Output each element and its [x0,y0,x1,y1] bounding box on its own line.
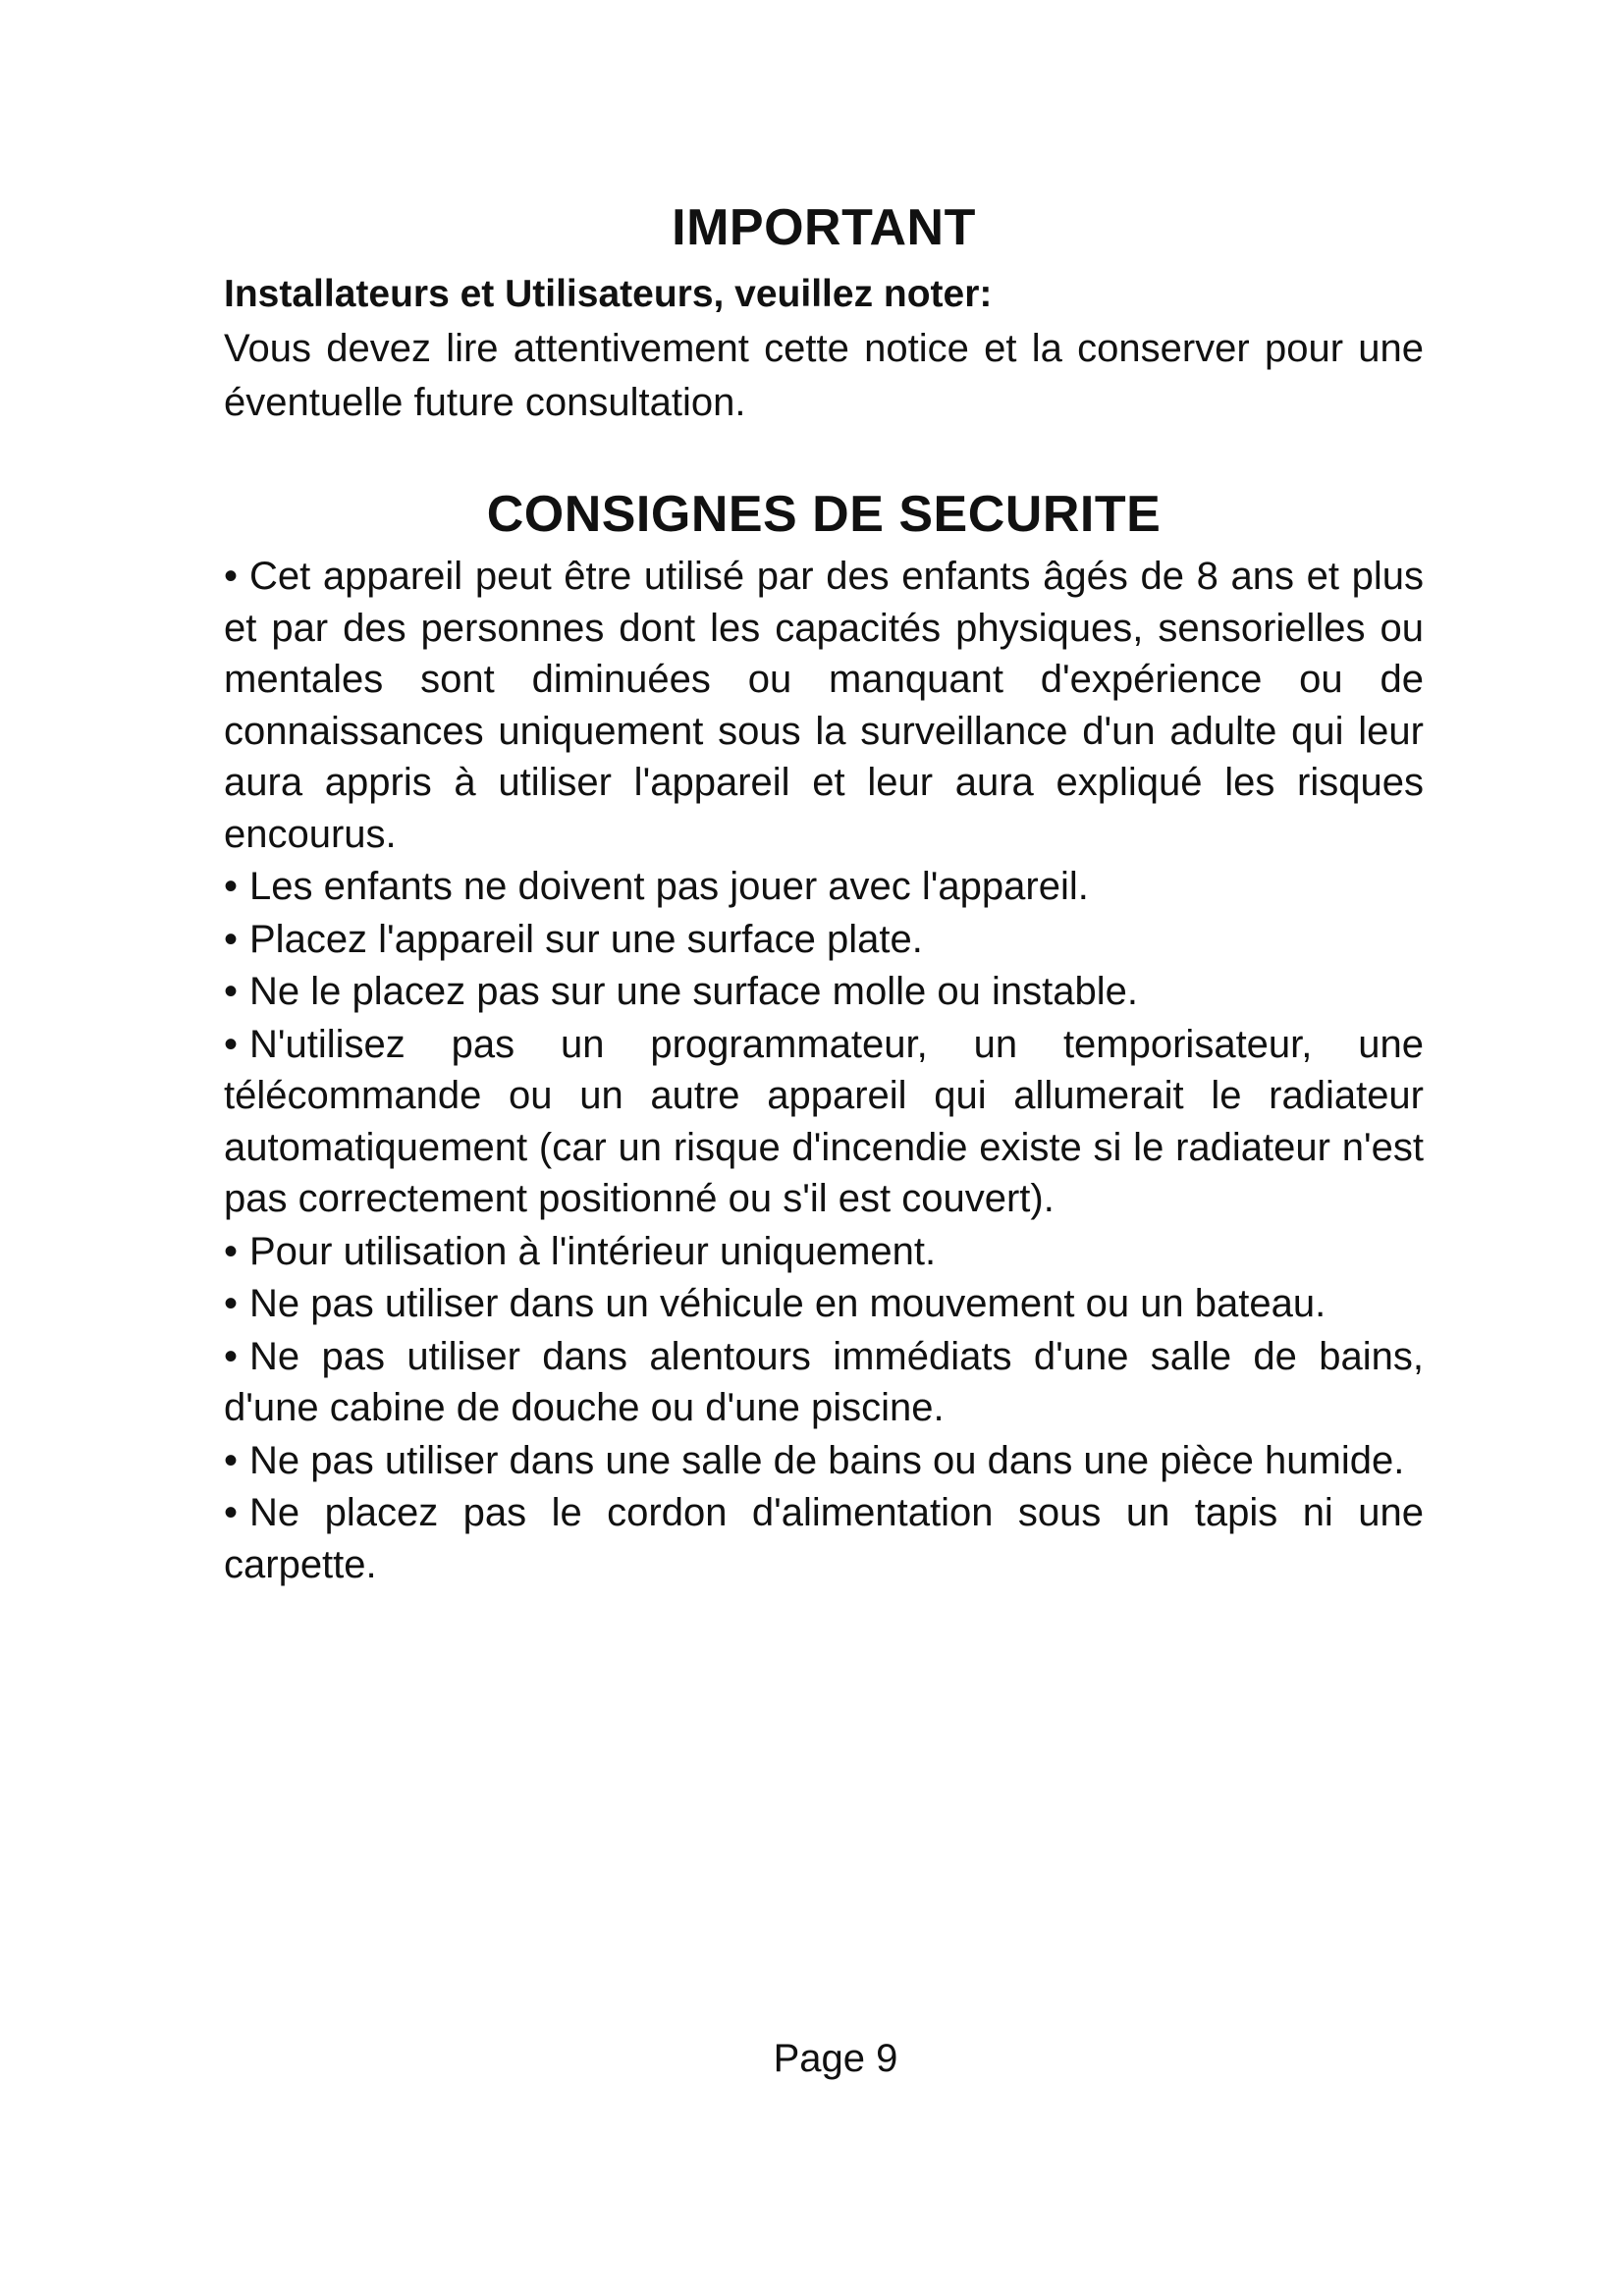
page-content [224,192,1424,1590]
safety-item-text: Ne pas utiliser dans un véhicule en mouvement ou un bateau. [249,1282,1326,1325]
page-number: Page 9 [773,2037,898,2080]
safety-item-text: Ne placez pas le cordon d'alimentation sous un tapis ni une carpette. [224,1491,1424,1586]
safety-item [224,860,1424,913]
safety-item-text: Ne le placez pas sur une surface molle ou instable. [249,970,1138,1013]
intro-paragraph: Vous devez lire attentivement cette notice et la conserver pour une éventuelle future consultation. [224,327,1424,424]
bullet-icon: • [224,555,239,598]
bullet-icon: • [224,865,239,908]
bullet-icon: • [224,1229,239,1273]
bullet-icon: • [224,1438,239,1482]
safety-item-text: Cet appareil peut être utilisé par des enfants âgés de 8 ans et plus et par des personnes dont les capacités physiques, sensorielles ou mentales sont diminuées ou manquant d'expérience ou de connaissances uniquement sous la surveillance d'un adulte qui leur aura appris à utiliser l'appareil et leur aura expliqué les risques encourus. [224,555,1424,856]
safety-item [224,965,1424,1018]
safety-item [224,1434,1424,1487]
safety-item [224,1018,1424,1225]
safety-item-text: Ne pas utiliser dans alentours immédiats d'une salle de bains, d'une cabine de douche ou d'une piscine. [224,1334,1424,1429]
bullet-icon: • [224,1282,239,1325]
safety-heading: CONSIGNES DE SECURITE [486,486,1162,543]
safety-item [224,1277,1424,1330]
safety-item-text: Pour utilisation à l'intérieur uniquement. [249,1229,937,1273]
safety-item [224,550,1424,860]
important-heading: IMPORTANT [672,199,976,256]
bullet-icon: • [224,970,239,1013]
safety-list [224,550,1424,1590]
bullet-icon: • [224,917,239,961]
safety-item [224,1486,1424,1590]
bullet-icon: • [224,1491,239,1534]
safety-item-text: Les enfants ne doivent pas jouer avec l'appareil. [249,865,1089,908]
bullet-icon: • [224,1022,239,1066]
safety-item [224,1225,1424,1278]
safety-item [224,1330,1424,1434]
bullet-icon: • [224,1334,239,1378]
safety-item [224,913,1424,966]
safety-item-text: Placez l'appareil sur une surface plate. [249,917,923,961]
safety-item-text: N'utilisez pas un programmateur, un temporisateur, une télécommande ou un autre appareil qui allumerait le radiateur automatiquement (car un risque d'incendie existe si le radiateur n'est pas correctement positionné ou s'il est couvert). [224,1022,1424,1220]
page-footer [0,2034,1624,2083]
audience-note: Installateurs et Utilisateurs, veuillez noter: [224,273,993,315]
safety-item-text: Ne pas utiliser dans une salle de bains ou dans une pièce humide. [249,1438,1405,1482]
